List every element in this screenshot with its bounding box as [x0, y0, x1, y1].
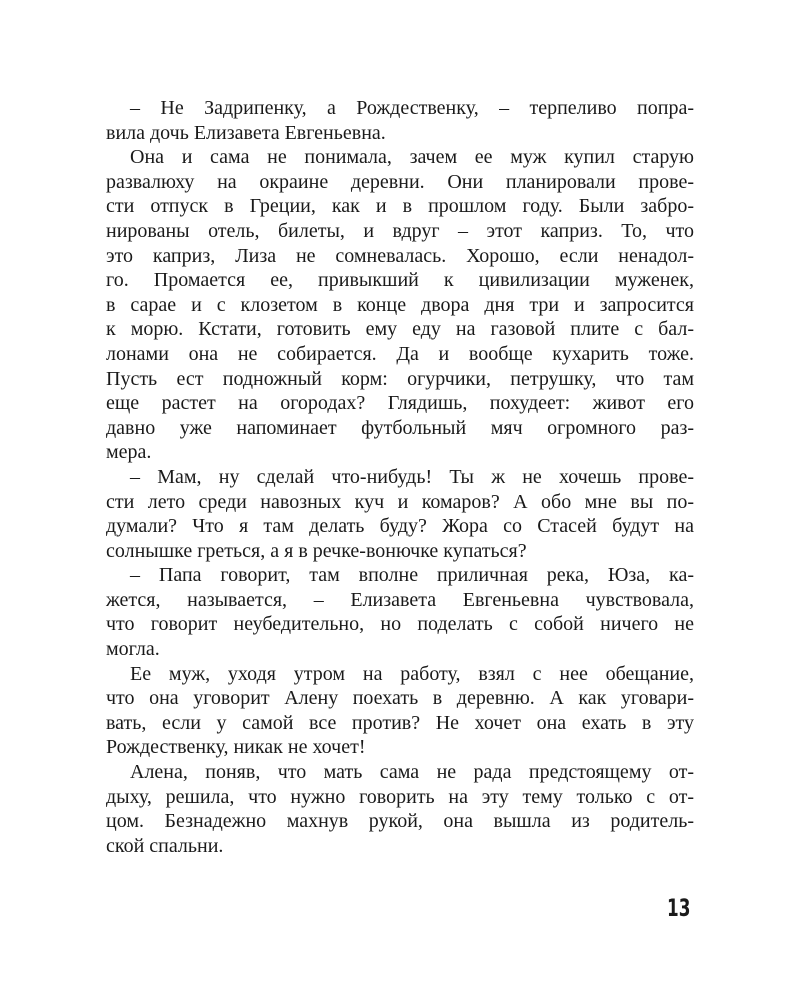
- text-line: вать, если у самой все против? Не хочет она ехать в эту: [106, 711, 694, 734]
- text-line: сти лето среди навозных куч и комаров? А обо мне вы по-: [106, 490, 694, 513]
- text-line: дыху, решила, что нужно говорить на эту тему только с от-: [106, 785, 694, 808]
- text-line: цом. Безнадежно махнув рукой, она вышла из родитель-: [106, 810, 694, 833]
- text-line: Алена, поняв, что мать сама не рада предстоящему от-: [130, 761, 694, 784]
- text-line: вила дочь Елизавета Евгеньевна.: [106, 121, 386, 144]
- text-line: Она и сама не понимала, зачем ее муж купил старую: [130, 146, 694, 169]
- page-number: 13: [666, 894, 690, 922]
- text-line: развалюху на окраине деревни. Они планировали прове-: [106, 170, 694, 193]
- text-line: Рождественку, никак не хочет!: [106, 736, 366, 759]
- text-line: – Мам, ну сделай что-нибудь! Ты ж не хочешь прове-: [130, 465, 694, 488]
- text-line: еще растет на огородах? Глядишь, похудеет: живот его: [106, 392, 694, 415]
- text-line: это каприз, Лиза не сомневалась. Хорошо, если ненадол-: [106, 244, 694, 267]
- text-line: – Папа говорит, там вполне приличная река, Юза, ка-: [130, 564, 694, 587]
- text-line: жется, называется, – Елизавета Евгеньевна чувствовала,: [106, 588, 694, 611]
- text-line: Пусть ест подножный корм: огурчики, петрушку, что там: [106, 367, 694, 390]
- text-line: могла.: [106, 638, 160, 661]
- body-text: [106, 96, 694, 858]
- text-line: солнышке греться, а я в речке-вонючке купаться?: [106, 539, 527, 562]
- text-line: сти отпуск в Греции, как и в прошлом году. Были забро-: [106, 195, 694, 218]
- text-line: го. Промается ее, привыкший к цивилизации муженек,: [106, 269, 694, 292]
- text-line: к морю. Кстати, готовить ему еду на газовой плите с бал-: [106, 318, 694, 341]
- text-line: Ее муж, уходя утром на работу, взял с нее обещание,: [130, 662, 694, 685]
- text-line: в сарае и с клозетом в конце двора дня три и запросится: [106, 293, 694, 316]
- text-line: – Не Задрипенку, а Рождественку, – терпеливо попра-: [130, 97, 694, 119]
- text-line: лонами она не собирается. Да и вообще кухарить тоже.: [106, 342, 694, 365]
- text-line: давно уже напоминает футбольный мяч огромного раз-: [106, 416, 694, 439]
- text-line: думали? Что я там делать буду? Жора со Стасей будут на: [106, 515, 694, 538]
- text-line: что она уговорит Алену поехать в деревню. А как уговари-: [106, 687, 694, 710]
- text-line: что говорит неубедительно, но поделать с собой ничего не: [106, 613, 694, 636]
- text-line: мера.: [106, 441, 152, 464]
- text-line: нированы отель, билеты, и вдруг – этот каприз. То, что: [106, 219, 694, 242]
- text-line: ской спальни.: [106, 834, 224, 857]
